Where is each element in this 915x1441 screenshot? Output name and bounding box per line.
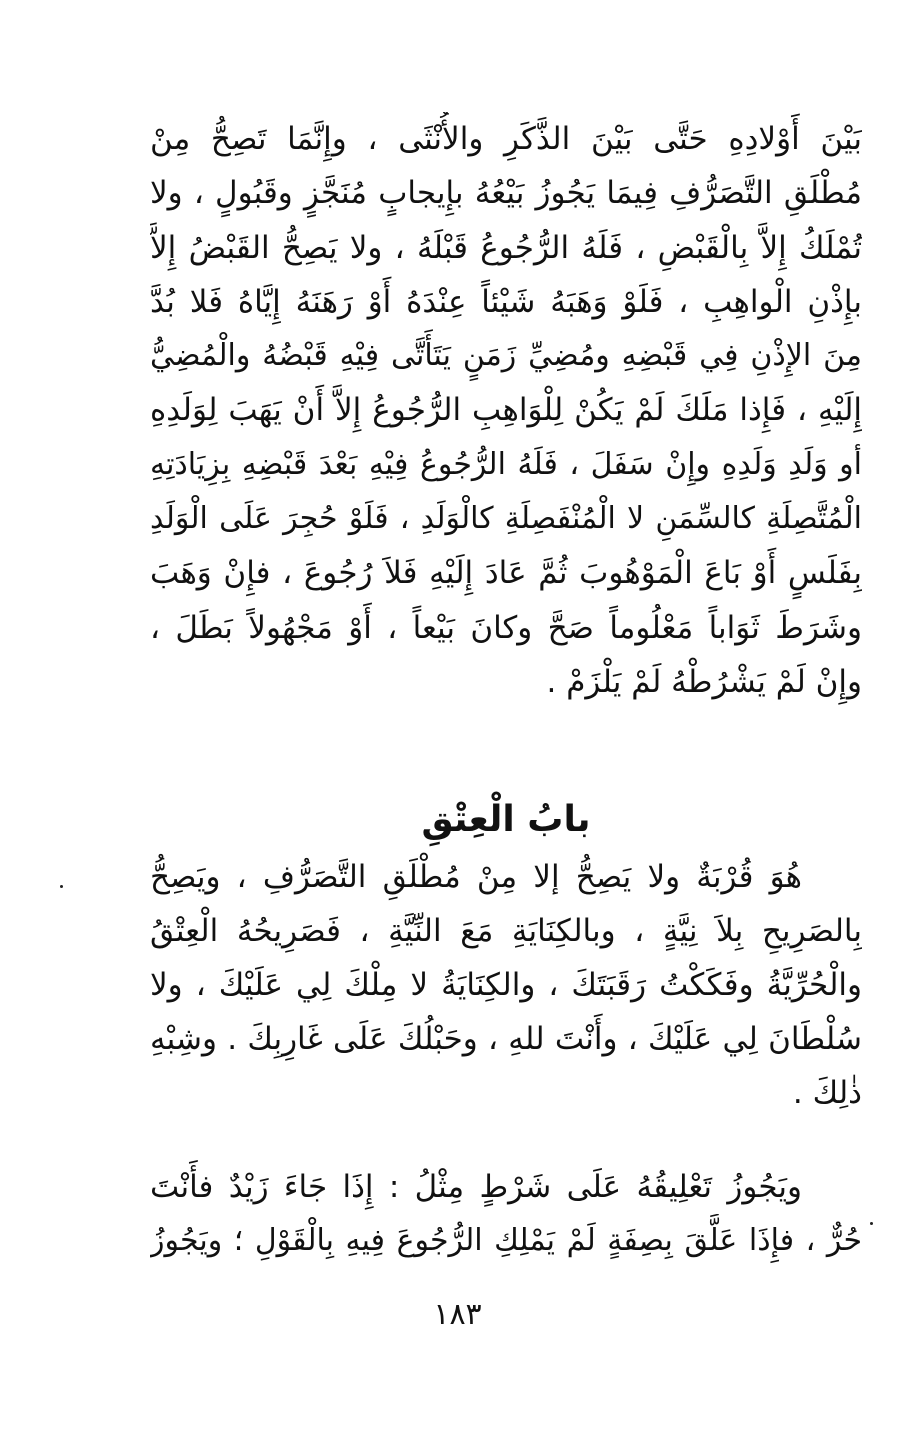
text-line: وشَرَطَ ثَوَاباً مَعْلُوماً صَحَّ وكانَ بَيْعاً ، أَوْ مَجْهُولاً بَطَلَ ،	[150, 609, 862, 646]
text-line: بِالصَرِيحِ بِلاَ نِيَّةٍ ، وبالكِنَايَةِ مَعَ النِّيَّةِ ، فَصَرِيحُهُ الْعِتْقُ	[150, 913, 862, 949]
text-line: حُرٌّ ، فإِذَا عَلَّقَ بِصِفَةٍ لَمْ يَمْلِكِ الرُّجُوعَ فِيهِ بِالْقَوْلِ ؛ ويَجُوزُ	[150, 1223, 862, 1258]
paragraph-conditional-emancipation	[150, 1160, 862, 1268]
text-line: مِنَ الإِذْنِ فِي قَبْضِهِ ومُضِيِّ زَمَنٍ يَتَأَتَّى فِيْهِ قَبْضُهُ والْمُضِيُّ	[150, 338, 862, 374]
page-number: ١٨٣	[433, 1297, 482, 1332]
text-line: بِفَلَسٍ أَوْ بَاعَ الْمَوْهُوبَ ثُمَّ عَادَ إِلَيْهِ فَلاَ رُجُوعَ ، فإِنْ وَهَبَ	[150, 555, 862, 592]
text-line: وإِنْ لَمْ يَشْرُطْهُ لَمْ يَلْزَمْ .	[546, 663, 862, 700]
scan-speck	[60, 885, 63, 888]
text-line: أو وَلَدِ وَلَدِهِ وإِنْ سَفَلَ ، فَلَهُ الرُّجُوعُ فِيْهِ بَعْدَ قَبْضِهِ بِزِيَادَتِهِ	[150, 446, 862, 482]
text-line: ذٰلِكَ .	[792, 1075, 862, 1111]
text-line: والْحُرِّيَّةُ وفَكَكْتُ رَقَبَتَكَ ، والكِنَايَةُ لا مِلْكَ لِي عَلَيْكَ ، ولا	[150, 967, 862, 1003]
text-line: تُمْلَكُ إِلاَّ بِالْقَبْضِ ، فَلَهُ الرُّجُوعُ قَبْلَهُ ، ولا يَصِحُّ القَبْضُ إِلاَّ	[150, 229, 862, 266]
text-line: ويَجُوزُ تَعْلِيقُهُ عَلَى شَرْطٍ مِثْلُ : إِذَا جَاءَ زَيْدٌ فأَنْتَ	[150, 1169, 802, 1205]
text-line: بَيْنَ أَوْلادِهِ حَتَّى بَيْنَ الذَّكَرِ والأُنْثَى ، وإِنَّمَا تَصِحُّ مِنْ	[150, 121, 862, 157]
scan-speck	[870, 1222, 873, 1225]
text-line: الْمُتَّصِلَةِ كالسِّمَنِ لا الْمُنْفَصِلَةِ كالْوَلَدِ ، فَلَوْ حُجِرَ عَلَى الْوَلَدِ	[150, 501, 862, 537]
text-line: هُوَ قُرْبَةٌ ولا يَصِحُّ إلا مِنْ مُطْلَقِ التَّصَرُّفِ ، ويَصِحُّ	[150, 859, 802, 895]
chapter-heading: بابُ الْعِتْقِ	[421, 799, 591, 840]
paragraph-emancipation-definition	[150, 850, 862, 1120]
paragraph-gift-rules	[150, 112, 862, 709]
text-line: إِلَيْهِ ، فَإِذا مَلَكَ لَمْ يَكُنْ لِلْوَاهِبِ الرُّجُوعُ إِلاَّ أَنْ يَهَبَ لِوَلَدِهِ	[150, 392, 862, 429]
text-line: بإِذْنِ الْواهِبِ ، فَلَوْ وَهَبَهُ شَيْئاً عِنْدَهُ أَوْ رَهَنَهُ إِيَّاهُ فَلا بُدَّ	[150, 283, 862, 320]
text-line: مُطْلَقِ التَّصَرُّفِ فِيمَا يَجُوزُ بَيْعُهُ بإِيجابٍ مُنَجَّزٍ وقَبُولٍ ، ولا	[150, 175, 862, 212]
text-line: سُلْطَانَ لِي عَلَيْكَ ، وأَنْتَ للهِ ، وحَبْلُكَ عَلَى غَارِبِكَ . وشِبْهِ	[150, 1021, 862, 1057]
